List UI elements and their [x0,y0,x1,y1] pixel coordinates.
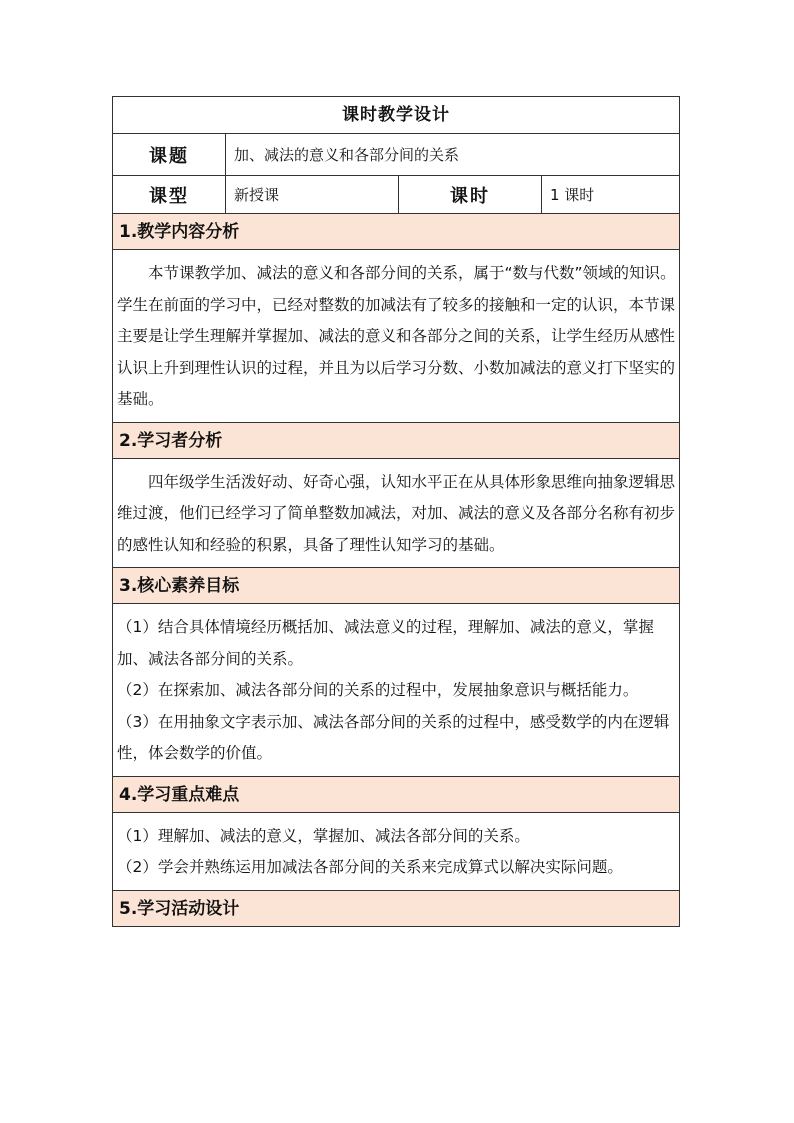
section-body-core-goals [113,603,679,776]
section-heading-core-goals: 3.核心素养目标 [113,567,679,603]
lesson-type-value: 新授课 [225,176,398,213]
type-hours-row [113,175,679,213]
topic-value: 加、减法的意义和各部分间的关系 [225,134,679,175]
paragraph: 本节课教学加、减法的意义和各部分间的关系，属于“数与代数”领域的知识。学生在前面的学习中，已经对整数的加减法有了较多的接触和一定的认识，本节课主要是让学生理解并掌握加、减法的意义和各部分之间的关系，让学生经历从感性认识上升到理性认识的过程，并且为以后学习分数、小数加减法的意义打下坚实的基础。 [117,264,676,408]
topic-row [113,133,679,175]
list-item: （3）在用抽象文字表示加、减法各部分间的关系的过程中，感受数学的内在逻辑性，体会数学的价值。 [117,712,670,762]
hours-label: 课时 [398,176,541,213]
section-body-key-points [113,812,679,890]
lesson-type-label: 课型 [149,185,189,207]
list-item: （1）理解加、减法的意义，掌握加、减法各部分间的关系。 [117,826,530,845]
section-heading-key-points: 4.学习重点难点 [113,776,679,812]
list-item: （2）学会并熟练运用加减法各部分间的关系来完成算式以解决实际问题。 [117,858,623,876]
section-body-content-analysis [113,249,679,422]
list-item: （1）结合具体情境经历概括加、减法意义的过程，理解加、减法的意义，掌握加、减法各部分间的关系。 [117,618,654,668]
topic-label: 课题 [149,145,189,167]
section-heading-learner-analysis: 2.学习者分析 [113,422,679,458]
lesson-design-table [112,96,680,927]
section-heading-activity-design: 5.学习活动设计 [113,890,679,926]
hours-value: 1 课时 [541,176,679,213]
list-item: （2）在探索加、减法各部分间的关系的过程中，发展抽象意识与概括能力。 [117,681,639,699]
section-body-learner-analysis [113,458,679,568]
paragraph: 四年级学生活泼好动、好奇心强，认知水平正在从具体形象思维向抽象逻辑思维过渡，他们已经学习了简单整数加减法，对加、减法的意义及各部分名称有初步的感性认知和经验的积累，具备了理性认知学习的基础。 [117,472,676,554]
document-title: 课时教学设计 [342,105,450,125]
section-heading-content-analysis: 1.教学内容分析 [113,213,679,249]
